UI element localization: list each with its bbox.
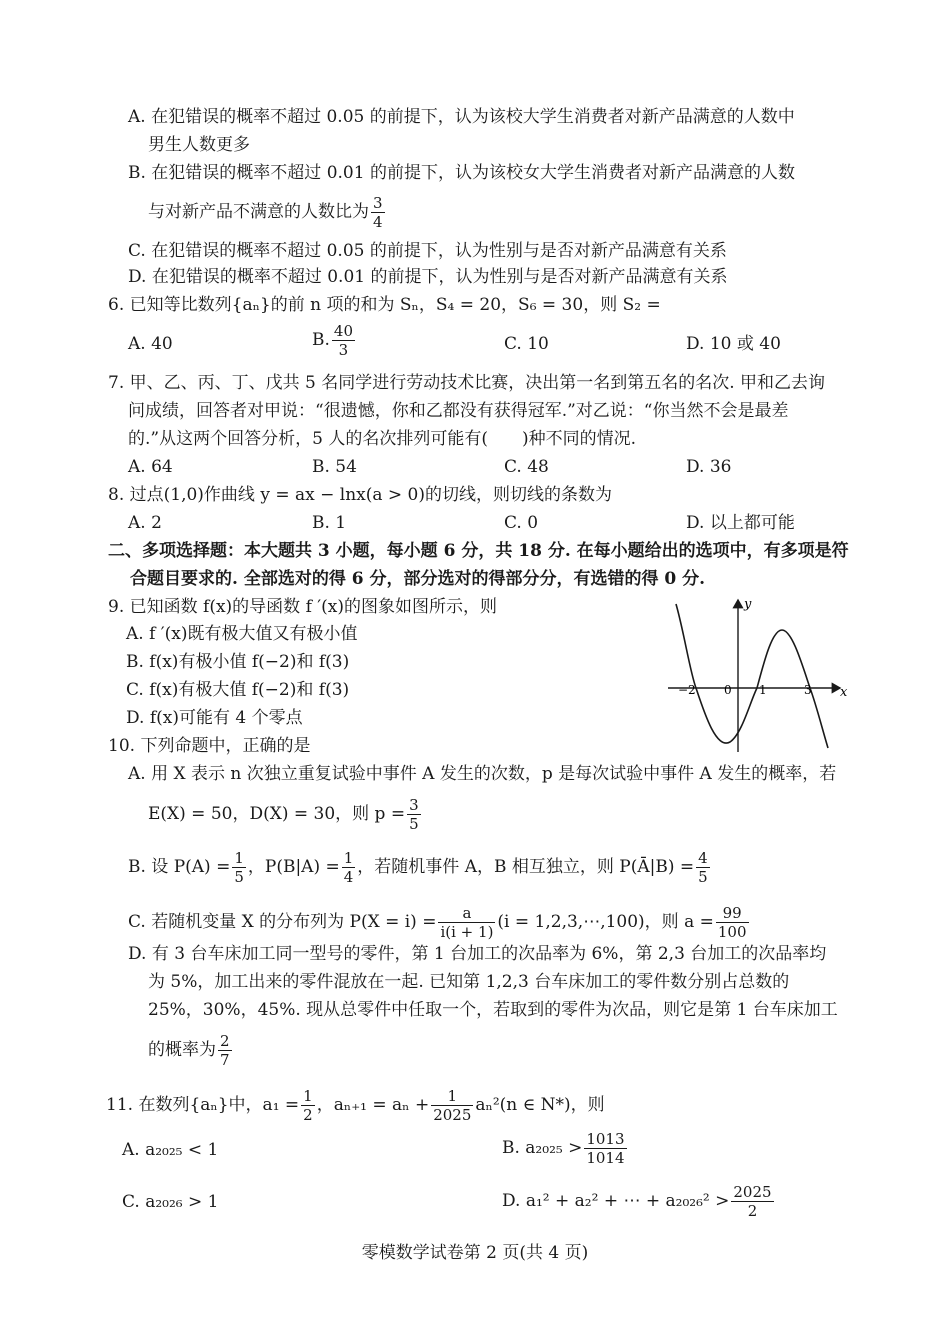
fraction: $\frac{2025}{2}$ — [733, 1183, 772, 1220]
fraction: $\frac{3}{4}$ — [373, 194, 383, 231]
derivative-curve — [676, 604, 828, 748]
q10-option-d-line4: 的概率为 $\frac{2}{7}$ — [148, 1032, 230, 1069]
q8-stem: 8. 过点(1,0)作曲线 y = ax − lnx(a > 0)的切线，则切线的条数为 — [108, 485, 612, 505]
q8-option-c: C. 0 — [504, 513, 539, 533]
fraction: $\frac{2}{7}$ — [220, 1032, 230, 1069]
q10-option-b: B. 设 P(A) = $\frac{1}{5}$ ，P(B|A) = $\frac{1}{4}$ ，若随机事件 A，B 相互独立，则 P(Ā|B) = $\frac{4}{5}$ — [128, 849, 708, 886]
q9-stem: 9. 已知函数 f(x)的导函数 f ′(x)的图象如图所示，则 — [108, 597, 497, 617]
q5-option-a-line2: 男生人数更多 — [148, 135, 250, 155]
fraction: $\frac{40}{3}$ — [333, 322, 353, 359]
fraction: $\frac{1013}{1014}$ — [586, 1130, 625, 1167]
q6-stem: 6. 已知等比数列{aₙ}的前 n 项的和为 Sₙ，S₄ = 20，S₆ = 30，则 S₂ = — [108, 295, 661, 315]
tick-label: −2 — [678, 683, 696, 697]
fraction: $\frac{4}{5}$ — [698, 849, 708, 886]
q8-option-b: B. 1 — [312, 513, 347, 533]
x-axis-label: x — [840, 685, 848, 700]
q10-option-d-line1: D. 有 3 台车床加工同一型号的零件，第 1 台加工的次品率为 6%，第 2,3 台加工的次品率均 — [128, 944, 827, 964]
tick-label: 1 — [759, 683, 767, 697]
q10-option-a-line1: A. 用 X 表示 n 次独立重复试验中事件 A 发生的次数，p 是每次试验中事件 A 发生的概率，若 — [128, 764, 837, 784]
q7-option-d: D. 36 — [686, 457, 732, 477]
tick-label: 0 — [724, 683, 732, 697]
q8-option-a: A. 2 — [128, 513, 162, 533]
y-axis-label: y — [744, 597, 752, 612]
fraction: $\frac{1}{4}$ — [343, 849, 354, 886]
section2-heading-line1: 二、多项选择题：本大题共 3 小题，每小题 6 分，共 18 分. 在每小题给出的选项中，有多项是符 — [108, 541, 849, 561]
q10-stem: 10. 下列命题中，正确的是 — [108, 736, 311, 756]
q9-option-d: D. f(x)可能有 4 个零点 — [126, 708, 303, 728]
derivative-graph — [664, 592, 854, 754]
q11-option-b: B. a₂₀₂₅ > $\frac{1013}{1014}$ — [502, 1130, 625, 1167]
q6-option-b: B. $\frac{40}{3}$ — [312, 322, 353, 359]
page-footer: 零模数学试卷第 2 页(共 4 页) — [361, 1243, 589, 1263]
q11-option-a: A. a₂₀₂₅ < 1 — [122, 1140, 219, 1160]
q11-stem: 11. 在数列{aₙ}中，a₁ = $\frac{1}{2}$ ，aₙ₊₁ = aₙ + $\frac{1}{2025}$ aₙ²(n ∈ N*)，则 — [106, 1087, 605, 1124]
q6-option-a: A. 40 — [128, 334, 173, 354]
q7-option-b: B. 54 — [312, 457, 357, 477]
fraction: $\frac{1}{5}$ — [234, 849, 244, 886]
q5-option-b-line2 — [148, 194, 387, 231]
section2-heading-line2: 合题目要求的. 全部选对的得 6 分，部分选对的得部分分，有选错的得 0 分. — [130, 569, 706, 589]
fraction: $\frac{1}{2}$ — [303, 1087, 313, 1124]
q7-stem-line3: 的.”从这两个回答分析，5 人的名次排列可能有( )种不同的情况. — [128, 429, 636, 449]
q11-option-d: D. a₁² + a₂² + ⋯ + a₂₀₂₆² > $\frac{2025}{2}$ — [502, 1183, 772, 1220]
q9-option-c: C. f(x)有极大值 f(−2)和 f(3) — [126, 680, 350, 700]
tick-label: 3 — [804, 683, 812, 697]
q7-option-c: C. 48 — [504, 457, 549, 477]
fraction: $\frac{3}{5}$ — [409, 796, 419, 833]
q10-option-d-line3: 25%，30%，45%. 现从总零件中任取一个，若取到的零件为次品，则它是第 1 台车床加工 — [148, 1000, 838, 1020]
q5-option-a-line1: A. 在犯错误的概率不超过 0.05 的前提下，认为该校大学生消费者对新产品满意的人数中 — [128, 107, 795, 127]
q7-stem-line2: 问成绩，回答者对甲说：“很遗憾，你和乙都没有获得冠军.”对乙说：“你当然不会是最差 — [128, 401, 789, 421]
q5-option-b-line1: B. 在犯错误的概率不超过 0.01 的前提下，认为该校女大学生消费者对新产品满意的人数 — [128, 163, 795, 183]
q10-option-d-line2: 为 5%，加工出来的零件混放在一起. 已知第 1,2,3 台车床加工的零件数分别占总数的 — [148, 972, 790, 992]
q6-option-c: C. 10 — [504, 334, 549, 354]
q6-option-d: D. 10 或 40 — [686, 334, 781, 354]
q10-option-a-line2: E(X) = 50，D(X) = 30，则 p = $\frac{3}{5}$ — [148, 796, 419, 833]
q10-option-c: C. 若随机变量 X 的分布列为 P(X = i) = $\frac{a}{i(i + 1)}$ (i = 1,2,3,⋯,100)，则 a = $\frac{99}{100}$ — [128, 904, 747, 941]
q5-option-d: D. 在犯错误的概率不超过 0.01 的前提下，认为性别与是否对新产品满意有关系 — [128, 267, 728, 287]
q7-option-a: A. 64 — [128, 457, 173, 477]
q5-option-b-text: 与对新产品不满意的人数比为 — [148, 202, 369, 222]
fraction: $\frac{a}{i(i + 1)}$ — [440, 904, 494, 941]
q9-option-a: A. f ′(x)既有极大值又有极小值 — [126, 624, 358, 644]
q11-option-c: C. a₂₀₂₆ > 1 — [122, 1192, 219, 1212]
q9-option-b: B. f(x)有极小值 f(−2)和 f(3) — [126, 652, 350, 672]
fraction: $\frac{99}{100}$ — [717, 904, 747, 941]
q7-stem-line1: 7. 甲、乙、丙、丁、戊共 5 名同学进行劳动技术比赛，决出第一名到第五名的名次. 甲和乙去询 — [108, 373, 826, 393]
q8-option-d: D. 以上都可能 — [686, 513, 795, 533]
fraction: $\frac{1}{2025}$ — [433, 1087, 472, 1124]
q5-option-c: C. 在犯错误的概率不超过 0.05 的前提下，认为性别与是否对新产品满意有关系 — [128, 241, 727, 261]
